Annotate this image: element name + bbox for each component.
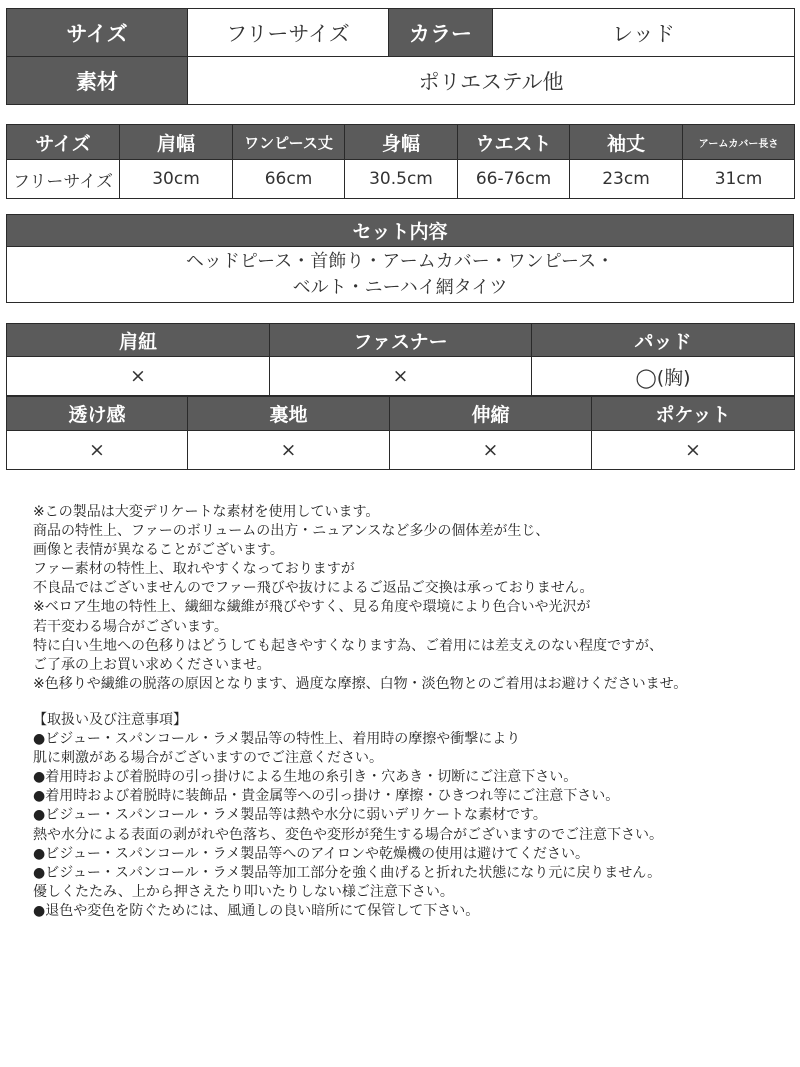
note-line: ファー素材の特性上、取れやすくなっておりますが bbox=[33, 561, 355, 578]
set-contents-value-row bbox=[7, 247, 794, 303]
set-contents-table bbox=[6, 214, 794, 303]
measurement-header: 袖丈 bbox=[570, 125, 683, 160]
care-title: 【取扱い及び注意事項】 bbox=[33, 712, 187, 728]
feature-value-stretch: × bbox=[390, 431, 592, 470]
material-value: ポリエステル他 bbox=[188, 57, 795, 105]
feature-value-pocket: × bbox=[592, 431, 795, 470]
spec-table bbox=[6, 8, 795, 105]
measurement-value: フリーサイズ bbox=[7, 160, 120, 199]
set-contents-value bbox=[7, 247, 794, 303]
feature-value-pad: ◯(胸) bbox=[532, 357, 795, 396]
measurement-value: 66-76cm bbox=[458, 160, 570, 199]
size-value: フリーサイズ bbox=[188, 9, 389, 57]
set-contents-label: セット内容 bbox=[7, 215, 794, 247]
care-line: 肌に刺激がある場合がございますのでご注意ください。 bbox=[33, 750, 383, 767]
set-contents-line: ベルト・ニーハイ網タイツ bbox=[292, 276, 508, 298]
measurement-header: ワンピース丈 bbox=[233, 125, 345, 160]
note-line: 商品の特性上、ファーのボリュームの出方・ニュアンスなど多少の個体差が生じ、 bbox=[33, 523, 550, 540]
product-notes bbox=[33, 503, 793, 694]
features-value-row bbox=[7, 431, 795, 470]
measurement-table bbox=[6, 124, 795, 199]
care-line: ●ビジュー・スパンコール・ラメ製品等加工部分を強く曲げると折れた状態になり元に戻りません。 bbox=[33, 864, 662, 881]
note-line: ※この製品は大変デリケートな素材を使用しています。 bbox=[33, 504, 380, 520]
feature-value-sheerness: × bbox=[7, 431, 188, 470]
care-line: ●ビジュー・スパンコール・ラメ製品等へのアイロンや乾燥機の使用は避けてください。 bbox=[33, 845, 589, 862]
care-line: ●着用時および着脱時の引っ掛けによる生地の糸引き・穴あき・切断にご注意下さい。 bbox=[33, 769, 578, 786]
set-contents-line: ヘッドピース・首飾り・アームカバー・ワンピース・ bbox=[185, 250, 615, 272]
measurement-value: 30.5cm bbox=[345, 160, 458, 199]
care-line: 優しくたたみ、上から押さえたり叩いたりしない様ご注意下さい。 bbox=[33, 883, 454, 900]
feature-value-lining: × bbox=[188, 431, 390, 470]
note-line: 特に白い生地への色移りはどうしても起きやすくなります為、ご着用には差支えのない程度ですが、 bbox=[33, 637, 663, 654]
measurement-value-row bbox=[7, 160, 795, 199]
feature-header-shoulder-strap: 肩紐 bbox=[7, 324, 270, 357]
care-line: 熱や水分による表面の剥がれや色落ち、変色や変形が発生する場合がございますのでご注意下さい。 bbox=[33, 826, 663, 843]
measurement-value: 23cm bbox=[570, 160, 683, 199]
feature-header-lining: 裏地 bbox=[188, 397, 390, 431]
color-label: カラー bbox=[389, 9, 493, 57]
feature-value-shoulder-strap: × bbox=[7, 357, 270, 396]
feature-header-stretch: 伸縮 bbox=[390, 397, 592, 431]
features-header-row bbox=[7, 324, 795, 357]
material-label: 素材 bbox=[7, 57, 188, 105]
measurement-header: 肩幅 bbox=[120, 125, 233, 160]
note-line: 画像と表情が異なることがございます。 bbox=[33, 542, 284, 559]
color-value: レッド bbox=[493, 9, 795, 57]
care-line: ●退色や変色を防ぐためには、風通しの良い暗所にて保管して下さい。 bbox=[33, 902, 480, 919]
measurement-header: アームカバー長さ bbox=[683, 125, 795, 160]
care-instructions bbox=[33, 711, 793, 921]
measurement-header: サイズ bbox=[7, 125, 120, 160]
size-label: サイズ bbox=[7, 9, 188, 57]
measurement-header: ウエスト bbox=[458, 125, 570, 160]
care-line: ●ビジュー・スパンコール・ラメ製品等は熱や水分に弱いデリケートな素材です。 bbox=[33, 807, 547, 824]
spec-row-size-color bbox=[7, 9, 795, 57]
features-value-row bbox=[7, 357, 795, 396]
measurement-value: 31cm bbox=[683, 160, 795, 199]
features-table-1 bbox=[6, 323, 795, 396]
feature-value-zipper: × bbox=[270, 357, 532, 396]
note-line: 不良品ではございませんのでファー飛びや抜けによるご返品ご交換は承っておりません。 bbox=[33, 580, 594, 597]
feature-header-sheerness: 透け感 bbox=[7, 397, 188, 431]
features-table-2 bbox=[6, 396, 795, 470]
note-line: 若干変わる場合がございます。 bbox=[33, 618, 228, 635]
set-contents-header-row bbox=[7, 215, 794, 247]
note-line: ご了承の上お買い求めくださいませ。 bbox=[33, 656, 271, 673]
measurement-value: 66cm bbox=[233, 160, 345, 199]
measurement-header-row bbox=[7, 125, 795, 160]
spec-row-material bbox=[7, 57, 795, 105]
features-header-row bbox=[7, 397, 795, 431]
feature-header-pad: パッド bbox=[532, 324, 795, 357]
measurement-value: 30cm bbox=[120, 160, 233, 199]
measurement-header: 身幅 bbox=[345, 125, 458, 160]
care-line: ●ビジュー・スパンコール・ラメ製品等の特性上、着用時の摩擦や衝撃により bbox=[33, 731, 521, 748]
feature-header-zipper: ファスナー bbox=[270, 324, 532, 357]
care-line: ●着用時および着脱時に装飾品・貴金属等への引っ掛け・摩擦・ひきつれ等にご注意下さい。 bbox=[33, 788, 620, 805]
note-line: ※ベロア生地の特性上、繊細な繊維が飛びやすく、見る角度や環境により色合いや光沢が bbox=[33, 599, 591, 616]
note-line: ※色移りや繊維の脱落の原因となります、過度な摩擦、白物・淡色物とのご着用はお避けくださいませ。 bbox=[33, 675, 688, 692]
feature-header-pocket: ポケット bbox=[592, 397, 795, 431]
